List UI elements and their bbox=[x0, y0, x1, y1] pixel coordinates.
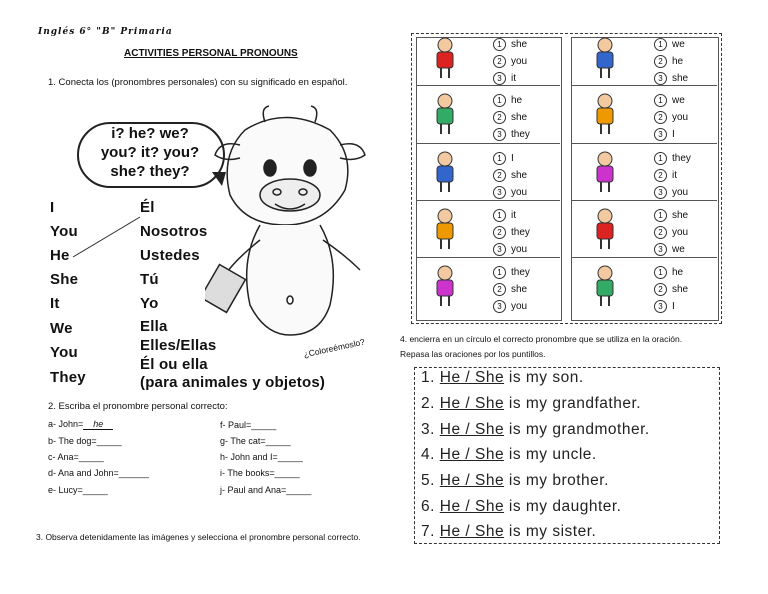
worksheet-header: Inglés 6° "B" Primaria bbox=[38, 27, 173, 37]
left-row-3-option-1[interactable] bbox=[493, 152, 514, 165]
meaning-animales-objetos: (para animales y objetos) bbox=[140, 374, 326, 391]
q2-item-j[interactable]: j- Paul and Ana=_____ bbox=[220, 485, 312, 495]
option-label: I bbox=[511, 153, 514, 164]
option-number-icon: 3 bbox=[654, 300, 667, 313]
option-label: you bbox=[672, 227, 689, 238]
option-number-icon: 1 bbox=[654, 152, 667, 165]
q2-item-h[interactable]: h- John and I=_____ bbox=[220, 452, 303, 462]
left-row-3-option-2[interactable] bbox=[493, 169, 527, 182]
he-she-choice[interactable]: He / She bbox=[439, 523, 505, 540]
right-row-5-option-2[interactable] bbox=[654, 283, 688, 296]
option-label: she bbox=[511, 170, 528, 181]
left-row-5-option-3[interactable] bbox=[493, 300, 527, 313]
meaning-el-ou-ella: Él ou ella bbox=[140, 356, 208, 373]
left-row-4-option-2[interactable] bbox=[493, 226, 530, 239]
option-number-icon: 1 bbox=[493, 266, 506, 279]
q2-item-a bbox=[48, 419, 113, 430]
left-row-4-option-1[interactable] bbox=[493, 209, 516, 222]
q2-item-g[interactable]: g- The cat=_____ bbox=[220, 436, 291, 446]
right-row-3-option-3[interactable] bbox=[654, 186, 688, 199]
he-she-choice[interactable]: He / She bbox=[439, 395, 505, 412]
pronoun-it: It bbox=[50, 295, 60, 312]
option-label: they bbox=[672, 153, 691, 164]
q2-item-f[interactable]: f- Paul=_____ bbox=[220, 420, 277, 430]
meaning-tu: Tú bbox=[140, 271, 159, 288]
grid-row-divider bbox=[416, 85, 560, 86]
he-she-choice[interactable]: He / She bbox=[439, 472, 505, 489]
q2-item-d[interactable]: d- Ana and John=______ bbox=[48, 468, 149, 478]
option-number-icon: 1 bbox=[493, 209, 506, 222]
option-label: she bbox=[672, 210, 689, 221]
option-number-icon: 3 bbox=[654, 128, 667, 141]
option-label: they bbox=[511, 267, 530, 278]
option-number-icon: 3 bbox=[493, 72, 506, 85]
option-number-icon: 1 bbox=[493, 94, 506, 107]
option-number-icon: 1 bbox=[654, 38, 667, 51]
option-number-icon: 2 bbox=[654, 55, 667, 68]
option-number-icon: 1 bbox=[493, 38, 506, 51]
option-number-icon: 3 bbox=[654, 186, 667, 199]
option-label: it bbox=[672, 170, 677, 181]
right-row-5-picture bbox=[580, 264, 630, 308]
option-number-icon: 2 bbox=[654, 111, 667, 124]
meaning-ustedes: Ustedes bbox=[140, 247, 200, 264]
option-label: he bbox=[672, 56, 684, 67]
meaning-ella: Ella bbox=[140, 318, 168, 335]
option-number-icon: 2 bbox=[493, 111, 506, 124]
option-label: she bbox=[511, 112, 528, 123]
q2-item-i[interactable]: i- The books=_____ bbox=[220, 468, 300, 478]
pronoun-you: You bbox=[50, 223, 78, 240]
he-she-choice[interactable]: He / She bbox=[439, 498, 505, 515]
option-label: you bbox=[511, 244, 528, 255]
right-row-1-option-1[interactable] bbox=[654, 38, 685, 51]
worksheet-title: ACTIVITIES PERSONAL PRONOUNS bbox=[124, 48, 298, 59]
pronoun-he: He bbox=[50, 247, 70, 264]
pronoun-she: She bbox=[50, 271, 79, 288]
option-label: they bbox=[511, 129, 530, 140]
cow-illustration bbox=[205, 100, 370, 345]
option-number-icon: 3 bbox=[654, 243, 667, 256]
he-she-choice[interactable]: He / She bbox=[439, 446, 505, 463]
grid-row-divider bbox=[571, 143, 717, 144]
option-number-icon: 3 bbox=[654, 72, 667, 85]
right-row-5-option-1[interactable] bbox=[654, 266, 683, 279]
left-row-4-option-3[interactable] bbox=[493, 243, 527, 256]
option-label: I bbox=[672, 301, 675, 312]
option-label: he bbox=[511, 95, 523, 106]
option-label: you bbox=[672, 187, 689, 198]
question-4-line-1: 4. encierra en un círculo el correcto pronombre que se utiliza en la oración. bbox=[400, 334, 683, 344]
option-number-icon: 3 bbox=[493, 186, 506, 199]
right-row-3-option-1[interactable] bbox=[654, 152, 691, 165]
option-label: you bbox=[511, 187, 528, 198]
he-she-choice[interactable]: He / She bbox=[439, 421, 505, 438]
option-label: she bbox=[511, 284, 528, 295]
q2-item-c[interactable]: c- Ana=_____ bbox=[48, 452, 104, 462]
sentence-7: 7. He / She is my sister. bbox=[421, 523, 597, 540]
q2-item-e[interactable]: e- Lucy=_____ bbox=[48, 485, 108, 495]
left-row-1-option-1[interactable] bbox=[493, 38, 527, 51]
option-label: you bbox=[511, 301, 528, 312]
option-label: we bbox=[672, 244, 685, 255]
left-row-2-picture bbox=[420, 92, 470, 136]
option-label: they bbox=[511, 227, 530, 238]
left-row-2-option-1[interactable] bbox=[493, 94, 522, 107]
bubble-line-3: she? they? bbox=[110, 163, 190, 180]
right-row-4-option-1[interactable] bbox=[654, 209, 688, 222]
right-row-1-option-2[interactable] bbox=[654, 55, 683, 68]
right-row-3-picture bbox=[580, 150, 630, 194]
option-label: we bbox=[672, 95, 685, 106]
pronoun-you-plural: You bbox=[50, 344, 78, 361]
option-number-icon: 1 bbox=[654, 209, 667, 222]
left-row-5-picture bbox=[420, 264, 470, 308]
option-label: I bbox=[672, 129, 675, 140]
grid-row-divider bbox=[416, 257, 560, 258]
option-label: we bbox=[672, 39, 685, 50]
left-row-2-option-2[interactable] bbox=[493, 111, 527, 124]
grid-row-divider bbox=[571, 85, 717, 86]
left-row-5-option-2[interactable] bbox=[493, 283, 527, 296]
pronoun-we: We bbox=[50, 320, 73, 337]
option-number-icon: 2 bbox=[493, 283, 506, 296]
option-number-icon: 2 bbox=[654, 169, 667, 182]
grid-row-divider bbox=[571, 257, 717, 258]
meaning-el: Él bbox=[140, 199, 155, 216]
right-row-2-picture bbox=[580, 92, 630, 136]
option-number-icon: 2 bbox=[654, 283, 667, 296]
option-label: she bbox=[672, 284, 689, 295]
meaning-elles-ellas: Elles/Ellas bbox=[140, 337, 217, 354]
left-row-2-option-3[interactable] bbox=[493, 128, 530, 141]
q2-answer-a[interactable]: he bbox=[83, 419, 113, 430]
option-number-icon: 2 bbox=[493, 169, 506, 182]
pronoun-they: They bbox=[50, 369, 86, 386]
sentence-2: 2. He / She is my grandfather. bbox=[421, 395, 642, 412]
sentence-4: 4. He / She is my uncle. bbox=[421, 446, 597, 463]
question-1: 1. Conecta los (pronombres personales) con su significado en español. bbox=[48, 77, 348, 88]
grid-row-divider bbox=[416, 200, 560, 201]
left-row-1-option-2[interactable] bbox=[493, 55, 527, 68]
pronoun-I: I bbox=[50, 199, 55, 216]
sentence-3: 3. He / She is my grandmother. bbox=[421, 421, 650, 438]
option-label: he bbox=[672, 267, 684, 278]
sentence-6: 6. He / She is my daughter. bbox=[421, 498, 622, 515]
he-she-choice[interactable]: He / She bbox=[439, 369, 505, 386]
option-number-icon: 2 bbox=[493, 55, 506, 68]
left-row-3-option-3[interactable] bbox=[493, 186, 527, 199]
option-label: it bbox=[511, 210, 516, 221]
option-number-icon: 1 bbox=[654, 94, 667, 107]
meaning-yo: Yo bbox=[140, 295, 159, 312]
left-row-5-option-1[interactable] bbox=[493, 266, 530, 279]
option-number-icon: 2 bbox=[654, 226, 667, 239]
option-label: it bbox=[511, 73, 516, 84]
question-2: 2. Escriba el pronombre personal correcto: bbox=[48, 401, 228, 412]
option-number-icon: 3 bbox=[493, 300, 506, 313]
right-row-4-option-3[interactable] bbox=[654, 243, 685, 256]
option-label: you bbox=[672, 112, 689, 123]
option-label: she bbox=[672, 73, 689, 84]
left-row-1-picture bbox=[420, 36, 470, 80]
option-number-icon: 1 bbox=[654, 266, 667, 279]
q2-item-b[interactable]: b- The dog=_____ bbox=[48, 436, 122, 446]
question-4-line-2: Repasa las oraciones por los puntillos. bbox=[400, 349, 546, 359]
option-label: you bbox=[511, 56, 528, 67]
right-row-2-option-3[interactable] bbox=[654, 128, 675, 141]
sentence-5: 5. He / She is my brother. bbox=[421, 472, 609, 489]
bubble-line-2: you? it? you? bbox=[100, 144, 200, 161]
right-row-4-picture bbox=[580, 207, 630, 251]
bubble-line-1: i? he? we? bbox=[111, 125, 189, 142]
question-3: 3. Observa detenidamente las imágenes y selecciona el pronombre personal correcto. bbox=[36, 532, 361, 542]
option-number-icon: 3 bbox=[493, 128, 506, 141]
sentences-box bbox=[414, 367, 720, 544]
coloring-note: ¿Coloreémoslo? bbox=[302, 336, 366, 360]
connect-line bbox=[70, 212, 145, 262]
q2-item-a-label: a- John= bbox=[48, 419, 84, 429]
left-row-4-picture bbox=[420, 207, 470, 251]
right-row-4-option-2[interactable] bbox=[654, 226, 688, 239]
right-row-5-option-3[interactable] bbox=[654, 300, 675, 313]
option-number-icon: 1 bbox=[493, 152, 506, 165]
right-row-2-option-1[interactable] bbox=[654, 94, 685, 107]
left-row-3-picture bbox=[420, 150, 470, 194]
meaning-nosotros: Nosotros bbox=[140, 223, 208, 240]
option-number-icon: 3 bbox=[493, 243, 506, 256]
right-row-1-option-3[interactable] bbox=[654, 72, 688, 85]
grid-row-divider bbox=[571, 200, 717, 201]
option-label: she bbox=[511, 39, 528, 50]
left-row-1-option-3[interactable] bbox=[493, 72, 516, 85]
right-row-3-option-2[interactable] bbox=[654, 169, 677, 182]
sentence-1: 1. He / She is my son. bbox=[421, 369, 584, 386]
right-row-1-picture bbox=[580, 36, 630, 80]
grid-row-divider bbox=[416, 143, 560, 144]
right-row-2-option-2[interactable] bbox=[654, 111, 688, 124]
option-number-icon: 2 bbox=[493, 226, 506, 239]
